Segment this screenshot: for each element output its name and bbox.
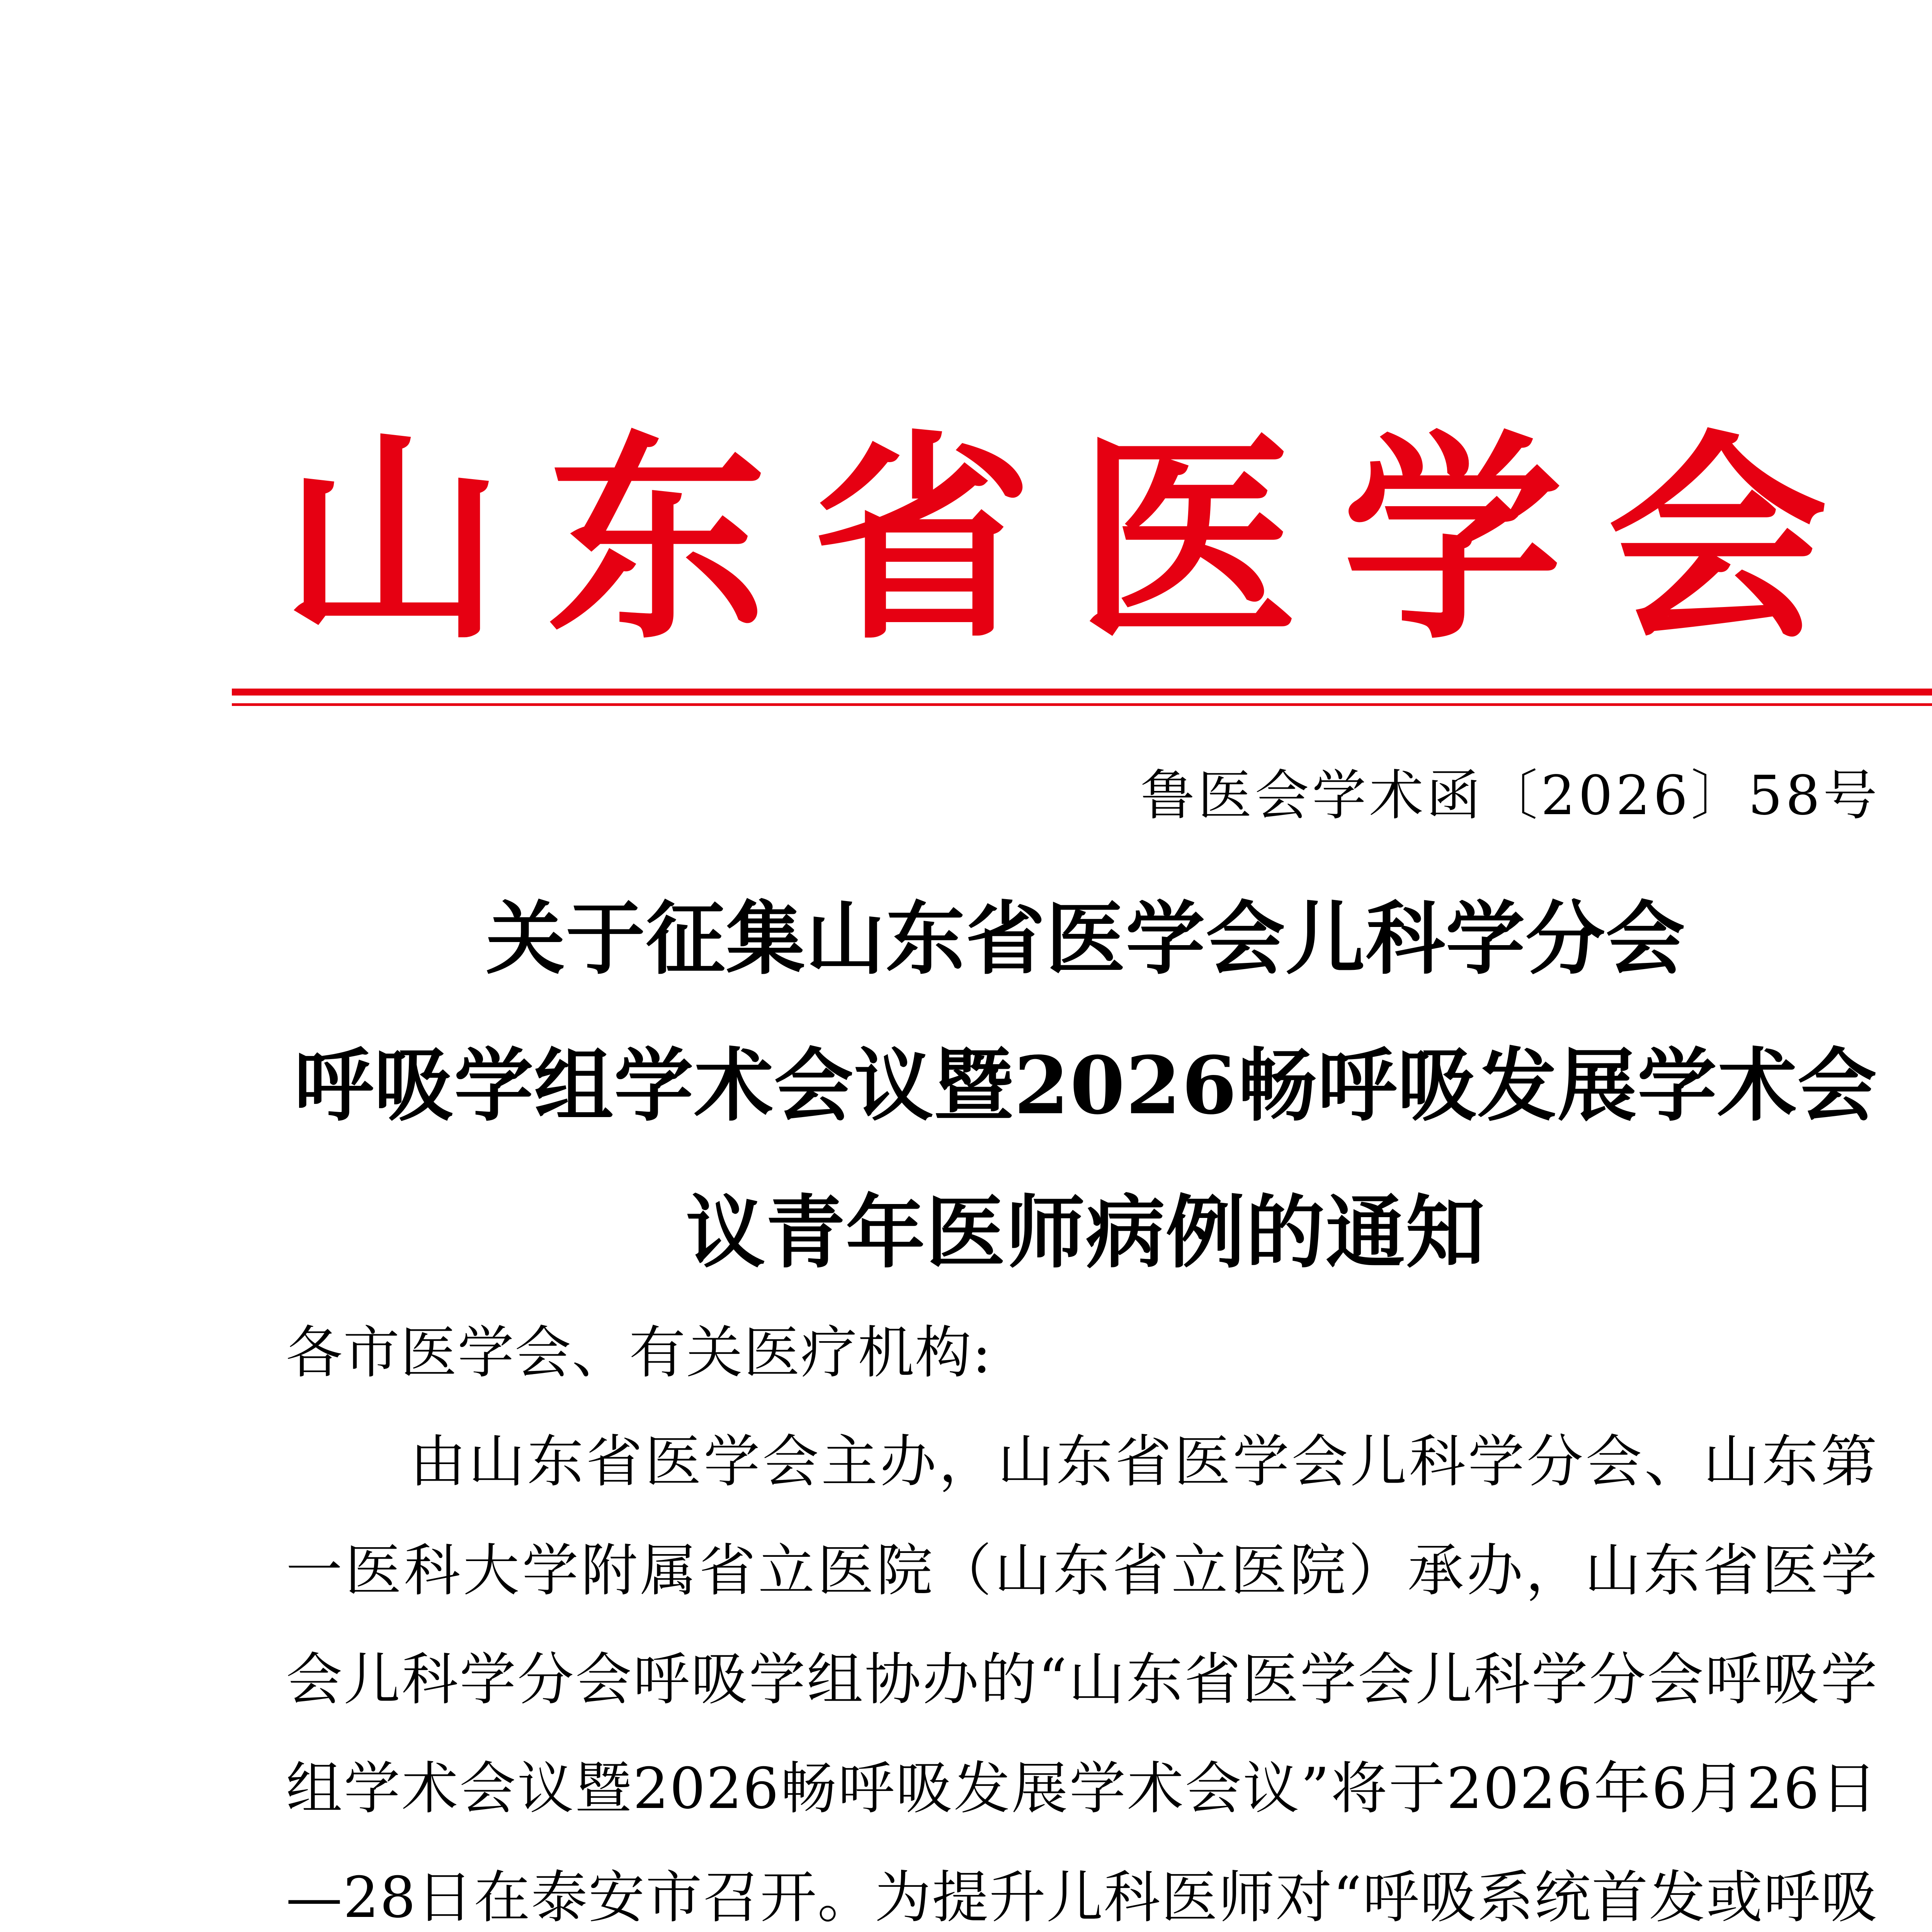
title-line: 议青年医师病例的通知 bbox=[686, 1186, 1486, 1279]
document-number: 鲁医会学术函〔2026〕58号 bbox=[1140, 764, 1880, 827]
org-name-char: 山 bbox=[282, 413, 502, 669]
org-name-char: 东 bbox=[547, 413, 767, 669]
title-line: 关于征集山东省医学会儿科学分会 bbox=[486, 893, 1686, 985]
org-letterhead bbox=[282, 413, 1828, 669]
org-name-char: 省 bbox=[812, 413, 1032, 669]
org-name-char: 学 bbox=[1342, 413, 1563, 669]
salutation: 各市医学会、有关医疗机构: bbox=[286, 1320, 992, 1386]
title-line: 呼吸学组学术会议暨2026畅呼吸发展学术会 bbox=[294, 1039, 1878, 1132]
header-divider-thin bbox=[232, 703, 1932, 706]
document-body bbox=[286, 1298, 1878, 1932]
document-title bbox=[232, 866, 1932, 1306]
org-name-char: 会 bbox=[1607, 413, 1828, 669]
org-name-char: 医 bbox=[1077, 413, 1298, 669]
body-paragraph: 由山东省医学会主办，山东省医学会儿科学分会、山东第一医科大学附属省立医院（山东省立医院）承办，山东省医学会儿科学分会呼吸学组协办的“山东省医学会儿科学分会呼吸学组学术会议暨2026畅呼吸发展学术会议”将于2026年6月26日—28日在泰安市召开。为提升儿科医师对“呼吸系统首发或呼吸 bbox=[286, 1429, 1878, 1930]
header-divider-thick bbox=[232, 689, 1932, 696]
